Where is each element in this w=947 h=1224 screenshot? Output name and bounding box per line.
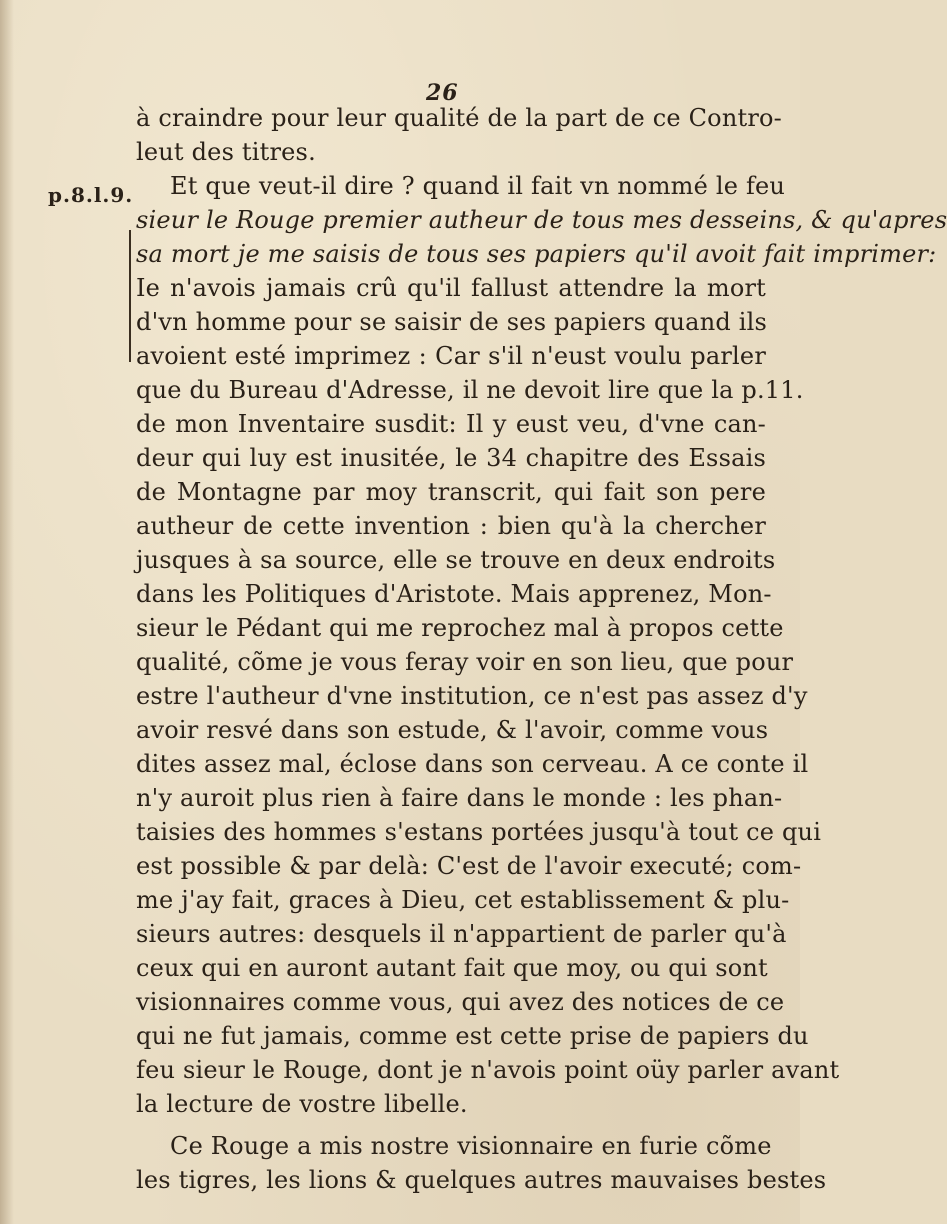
quotation-bar (129, 230, 131, 362)
text-line: ceux qui en auront autant fait que moy, ou qui sont (136, 954, 768, 982)
text-line: dites assez mal, éclose dans son cerveau. A ce conte il (136, 750, 809, 778)
text-line: avoir resvé dans son estude, & l'avoir, comme vous (136, 716, 769, 744)
margin-note: p.8.l.9. (48, 183, 134, 207)
binding-shadow (0, 0, 14, 1224)
text-line: avoient esté imprimez : Car s'il n'eust voulu parler (136, 342, 766, 370)
text-line: à craindre pour leur qualité de la part de ce Contro- (136, 104, 782, 132)
text-line: dans les Politiques d'Aristote. Mais apprenez, Mon- (136, 580, 772, 608)
text-line: est possible & par delà: C'est de l'avoir executé; com- (136, 852, 802, 880)
text-line: d'vn homme pour se saisir de ses papiers quand ils (136, 308, 768, 336)
text-line: de Montagne par moy transcrit, qui fait son pere (136, 478, 766, 506)
text-line: visionnaires comme vous, qui avez des notices de ce (136, 988, 785, 1016)
text-line: leut des titres. (136, 138, 316, 166)
text-line: sieur le Pédant qui me reprochez mal à propos cette (136, 614, 784, 642)
text-line: qualité, cõme je vous feray voir en son lieu, que pour (136, 648, 794, 676)
text-line: de mon Inventaire susdit: Il y eust veu, d'vne can- (136, 410, 766, 438)
text-line: Ie n'avois jamais crû qu'il fallust attendre la mort (136, 274, 766, 302)
text-line: estre l'autheur d'vne institution, ce n'est pas assez d'y (136, 682, 808, 710)
text-line: jusques à sa source, elle se trouve en deux endroits (136, 546, 776, 574)
text-line: les tigres, les lions & quelques autres mauvaises bestes (136, 1166, 827, 1194)
text-line: sa mort je me saisis de tous ses papiers qu'il avoit fait imprimer: (136, 240, 937, 268)
text-line: Et que veut-il dire ? quand il fait vn nommé le feu (170, 172, 786, 200)
text-line: deur qui luy est inusitée, le 34 chapitre des Essais (136, 444, 766, 472)
body-text (136, 101, 947, 1197)
text-line: sieurs autres: desquels il n'appartient de parler qu'à (136, 920, 787, 948)
text-line: la lecture de vostre libelle. (136, 1090, 468, 1118)
text-line: n'y auroit plus rien à faire dans le monde : les phan- (136, 784, 783, 812)
text-line: me j'ay fait, graces à Dieu, cet establissement & plu- (136, 886, 790, 914)
text-line: que du Bureau d'Adresse, il ne devoit lire que la p.11. (136, 376, 804, 404)
paragraph-gap (136, 1121, 766, 1129)
text-line: taisies des hommes s'estans portées jusqu'à tout ce qui (136, 818, 822, 846)
text-line: autheur de cette invention : bien qu'à la chercher (136, 512, 766, 540)
text-line: Ce Rouge a mis nostre visionnaire en furie cõme (170, 1132, 772, 1160)
text-line: sieur le Rouge premier autheur de tous mes desseins, & qu'apres (136, 206, 947, 234)
page-number: 26 (426, 80, 459, 106)
text-line: feu sieur le Rouge, dont je n'avois point oüy parler avant (136, 1056, 840, 1084)
text-line: qui ne fut jamais, comme est cette prise de papiers du (136, 1022, 809, 1050)
